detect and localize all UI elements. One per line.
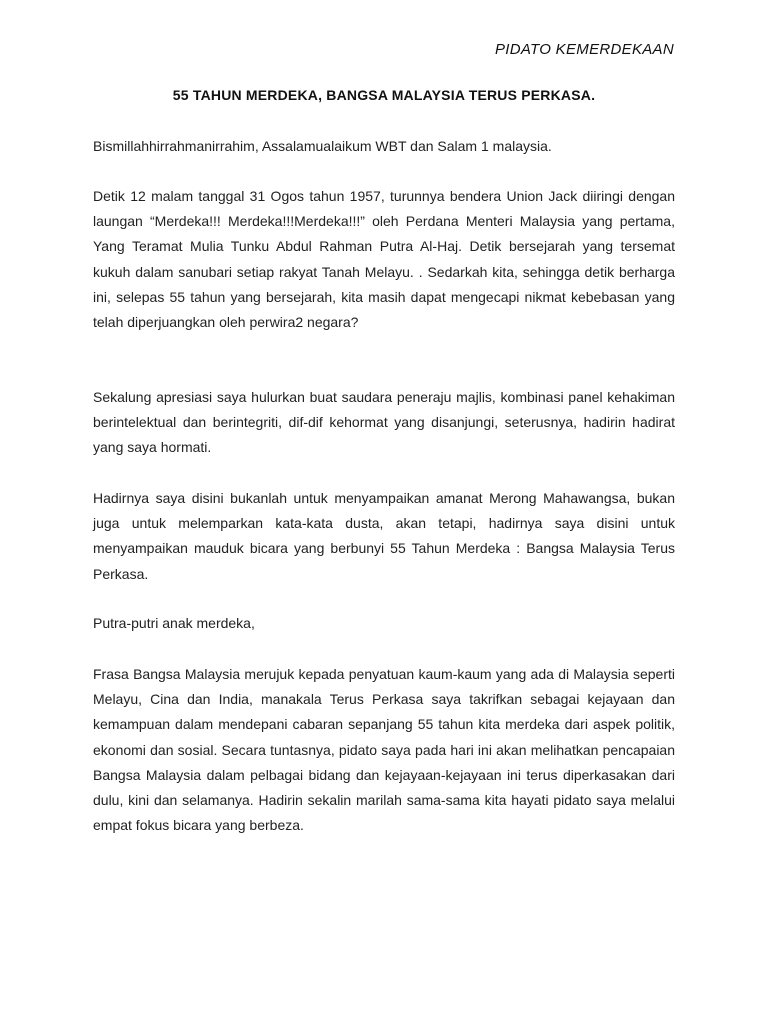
- paragraph-text: Bismillahhirrahmanirrahim, Assalamualaikum WBT dan Salam 1 malaysia.: [93, 138, 552, 154]
- paragraph-salutation: [93, 611, 675, 636]
- paragraph-text: Detik 12 malam tanggal 31 Ogos tahun 1957, turunnya bendera Union Jack diiringi dengan laungan “Merdeka!!! Merdeka!!!Merdeka!!!” oleh Perdana Menteri Malaysia yang pertama, Yang Teramat Mulia Tunku Abdul Rahman Putra Al-Haj. Detik bersejarah yang tersemat kukuh dalam sanubari setiap rakyat Tanah Melayu. . Sedarkah kita, sehingga detik berharga ini, selepas 55 tahun yang bersejarah, kita masih dapat mengecapi nikmat kebebasan yang telah diperjuangkan oleh perwira2 negara?: [93, 188, 675, 331]
- paragraph-frasa: [93, 662, 675, 838]
- paragraph-detik: [93, 184, 675, 335]
- paragraph-text: Hadirnya saya disini bukanlah untuk menyampaikan amanat Merong Mahawangsa, bukan juga untuk melemparkan kata-kata dusta, akan tetapi, hadirnya saya disini untuk menyampaikan mauduk bicara yang berbunyi 55 Tahun Merdeka : Bangsa Malaysia Terus Perkasa.: [93, 490, 675, 582]
- paragraph-greeting: [93, 134, 675, 159]
- paragraph-apresiasi: [93, 385, 675, 461]
- paragraph-hadirnya: [93, 486, 675, 587]
- document-header: PIDATO KEMERDEKAAN: [494, 41, 674, 58]
- paragraph-text: Putra-putri anak merdeka,: [93, 615, 255, 631]
- paragraph-text: Sekalung apresiasi saya hulurkan buat saudara peneraju majlis, kombinasi panel kehakiman berintelektual dan berintegriti, dif-dif kehormat yang disanjungi, seterusnya, hadirin hadirat yang saya hormati.: [93, 389, 675, 456]
- document-title: 55 TAHUN MERDEKA, BANGSA MALAYSIA TERUS PERKASA.: [172, 87, 596, 103]
- paragraph-text: Frasa Bangsa Malaysia merujuk kepada penyatuan kaum-kaum yang ada di Malaysia seperti Melayu, Cina dan India, manakala Terus Perkasa saya takrifkan sebagai kejayaan dan kemampuan dalam mendepani cabaran sepanjang 55 tahun kita merdeka dari aspek politik, ekonomi dan sosial. Secara tuntasnya, pidato saya pada hari ini akan melihatkan pencapaian Bangsa Malaysia dalam pelbagai bidang dan kejayaan-kejayaan ini terus diperkasakan dari dulu, kini dan selamanya. Hadirin sekalin marilah sama-sama kita hayati pidato saya melalui empat fokus bicara yang berbeza.: [93, 666, 675, 834]
